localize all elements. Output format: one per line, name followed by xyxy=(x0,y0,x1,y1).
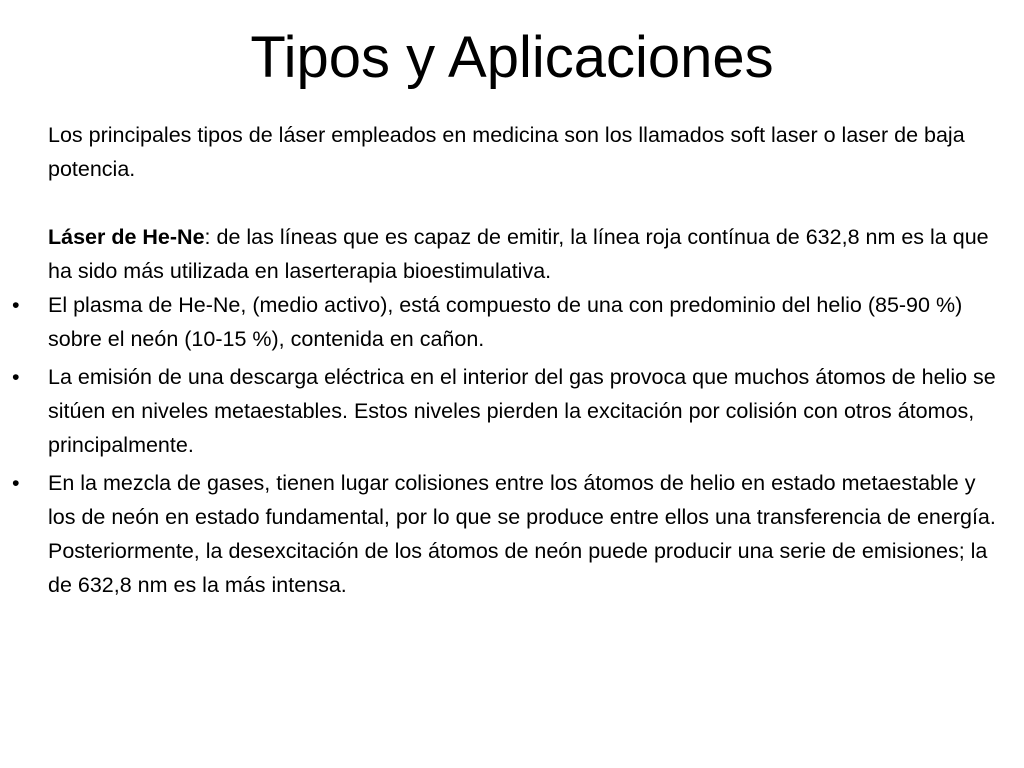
bullet-item xyxy=(12,360,1008,462)
bullet-text: El plasma de He-Ne, (medio activo), está compuesto de una con predominio del helio (85-90 %) sobre el neón (10-15 %), contenida en cañon. xyxy=(48,293,963,351)
bullet-text: La emisión de una descarga eléctrica en el interior del gas provoca que muchos átomos de helio se sitúen en niveles metaestables. Estos niveles pierden la excitación por colisión con otros átomos, principalmente. xyxy=(48,365,996,457)
paragraph-gap xyxy=(48,186,1008,220)
bullet-item xyxy=(12,466,1008,602)
bullet-icon: • xyxy=(12,365,20,389)
bullet-item xyxy=(12,288,1008,356)
intro-paragraph: Los principales tipos de láser empleados en medicina son los llamados soft laser o laser de baja potencia. xyxy=(48,123,965,181)
hene-term: Láser de He-Ne xyxy=(48,225,205,249)
bullet-icon: • xyxy=(12,471,20,495)
slide-title: Tipos y Aplicaciones xyxy=(250,25,774,90)
bullet-icon: • xyxy=(12,293,20,317)
slide-body xyxy=(12,118,1008,606)
hene-text: : de las líneas que es capaz de emitir, la línea roja contínua de 632,8 nm es la que ha sido más utilizada en laserterapia bioestimulativa. xyxy=(48,225,989,283)
hene-paragraph xyxy=(48,220,1008,288)
bullet-text: En la mezcla de gases, tienen lugar colisiones entre los átomos de helio en estado metaestable y los de neón en estado fundamental, por lo que se produce entre ellos una transferencia de energía. Posteriormente, la desexcitación de los átomos de neón puede producir una serie de emisiones; la de 632,8 nm es la más intensa. xyxy=(48,471,996,597)
